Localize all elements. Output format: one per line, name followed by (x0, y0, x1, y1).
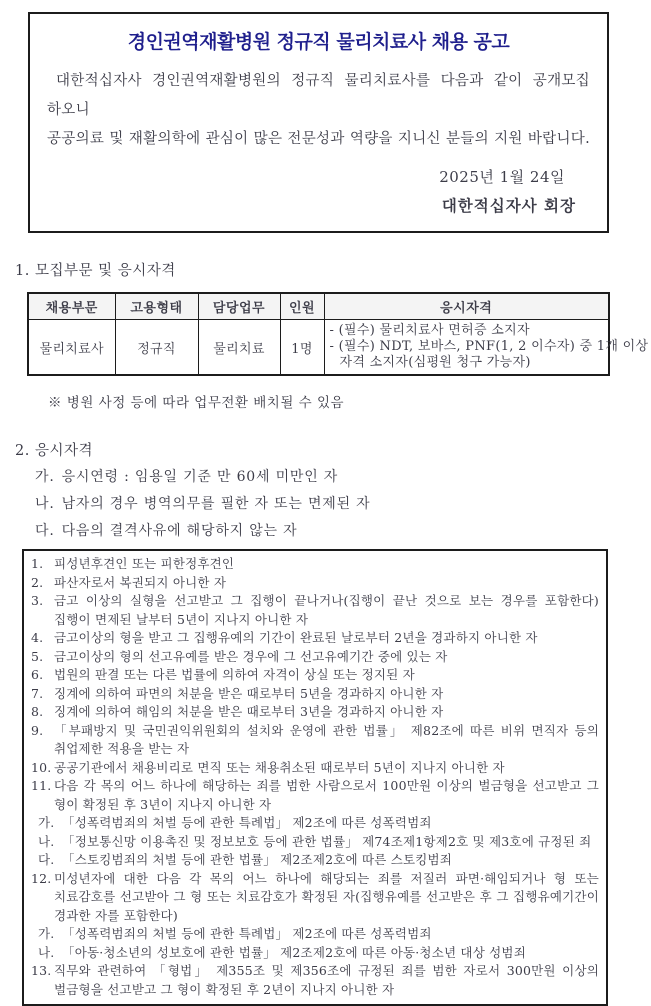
duty-cell: 물리치료 (198, 320, 280, 376)
disqualification-item (29, 833, 599, 852)
disqualification-item-label: 4. (31, 630, 44, 645)
qualification-cell (324, 320, 649, 376)
eligibility-item (35, 495, 651, 514)
position-cell: 물리치료사 (28, 320, 115, 376)
disqualification-item-label: 6. (31, 667, 44, 682)
disqualification-item (29, 666, 599, 685)
disqualification-item (29, 851, 599, 870)
disqualification-list (29, 555, 599, 999)
disqualification-item-text: 금고이상의 형의 선고유예를 받은 경우에 그 선고유예기간 중에 있는 자 (54, 648, 448, 664)
disqualification-item-label: 9. (31, 722, 44, 738)
disqualification-item (29, 574, 599, 593)
notice-title: 경인권역재활병원 정규직 물리치료사 채용 공고 (127, 31, 510, 53)
notice-box (28, 12, 609, 233)
qualification-line: - (필수) 물리치료사 면허증 소지자 (329, 323, 530, 338)
disqualification-item-label: 가. (38, 926, 55, 941)
disqualification-item-text: 직무와 관련하여 「형법」 제355조 및 제356조에 규정된 죄를 범한 자로서 300만원 이상의 벌금형을 선고받고 그 형이 확정된 후 2년이 지나지 아니한 자 (54, 963, 599, 997)
disqualification-item-text: 징계에 의하여 파면의 처분을 받은 때로부터 5년을 경과하지 아니한 자 (54, 685, 444, 701)
disqualification-item (29, 685, 599, 704)
disqualification-item-label: 다. (38, 852, 55, 867)
disqualification-item-text: 「아동·청소년의 성보호에 관한 법률」 제2조제2호에 따른 아동·청소년 대상 성범죄 (62, 944, 526, 960)
eligibility-item-text: 남자의 경우 병역의무를 필한 자 또는 면제된 자 (61, 496, 371, 512)
disqualification-item (29, 814, 599, 833)
disqualification-item-label: 3. (31, 593, 44, 608)
disqualification-item (29, 870, 599, 926)
disqualification-item-label: 나. (38, 833, 55, 849)
intro-line-2: 공공의료 및 재활의학에 관심이 많은 전문성과 역량을 지니신 분들의 지원 바랍니다. (47, 131, 590, 147)
disqualification-item-text: 징계에 의하여 해임의 처분을 받은 때로부터 3년을 경과하지 아니한 자 (54, 704, 444, 719)
disqualification-item-text: 다음 각 목의 어느 하나에 해당하는 죄를 범한 사람으로서 100만원 이상의 벌금형을 선고받고 그 형이 확정된 후 3년이 지나지 아니한 자 (54, 778, 599, 812)
disqualification-item (29, 759, 599, 778)
disqualification-item (29, 962, 599, 999)
intro-line-1: 대한적십자사 경인권역재활병원의 정규직 물리치료사를 다음과 같이 공개모집 하오니 (47, 73, 590, 118)
table-header-cell: 채용부문 (28, 293, 115, 320)
headcount-cell: 1명 (280, 320, 324, 376)
disqualification-item (29, 629, 599, 648)
table-header-cell: 응시자격 (324, 293, 609, 320)
table-header-cell: 인원 (280, 293, 324, 320)
disqualification-item-text: 「스토킹범죄의 처벌 등에 관한 법률」 제2조제2호에 따른 스토킹범죄 (62, 852, 453, 867)
eligibility-item-label: 가. (35, 469, 55, 485)
disqualification-item (29, 703, 599, 722)
disqualification-item-text: 금고 이상의 실형을 선고받고 그 집행이 끝나거나(집행이 끝난 것으로 보는 경우를 포함한다) 집행이 면제된 날부터 5년이 지나지 아니한 자 (54, 593, 599, 627)
qualification-line: - (필수) NDT, 보바스, PNF(1, 2 이수자) 중 1개 이상 (329, 339, 649, 354)
disqualification-item (29, 555, 599, 574)
disqualification-item-text: 미성년자에 대한 다음 각 목의 어느 하나에 해당되는 죄를 저질러 파면·해임되거나 형 또는 치료감호를 선고받아 그 형 또는 치료감호가 확정된 자(집행유예를 선고받은 후 그 집행유예기간이 경과한 자를 포함한다) (54, 870, 599, 923)
disqualification-item-label: 5. (31, 648, 44, 664)
disqualification-item-text: 파산자로서 복권되지 아니한 자 (54, 574, 227, 590)
eligibility-item-label: 나. (35, 496, 55, 512)
disqualification-item-label: 나. (38, 944, 55, 960)
section2-heading: 2. 응시자격 (15, 443, 93, 459)
disqualification-item (29, 722, 599, 759)
table-row (28, 320, 609, 376)
qualification-line: 자격 소지자(심평원 청구 가능자) (339, 355, 531, 370)
table-note: ※ 병원 사정 등에 따라 업무전환 배치될 수 있음 (48, 395, 345, 411)
disqualification-item-text: 「성폭력범죄의 처벌 등에 관한 특례법」 제2조에 따른 성폭력범죄 (62, 926, 432, 941)
disqualification-item (29, 648, 599, 667)
eligibility-item (35, 522, 651, 541)
disqualification-item-text: 「부패방지 및 국민권익위원회의 설치와 운영에 관한 법률」 제82조에 따른 비위 면직자 등의 취업제한 적용을 받는 자 (54, 722, 599, 756)
disqualification-item-text: 공공기관에서 채용비리로 면직 또는 채용취소된 때로부터 5년이 지나지 아니한 자 (54, 759, 505, 775)
disqualification-item-text: 「성폭력범죄의 처벌 등에 관한 특례법」 제2조에 따른 성폭력범죄 (62, 815, 432, 830)
disqualification-item-label: 8. (31, 704, 44, 719)
eligibility-item-text: 다음의 결격사유에 해당하지 않는 자 (61, 523, 298, 539)
document-page (0, 12, 651, 997)
disqualification-item (29, 925, 599, 944)
eligibility-item (35, 468, 651, 487)
recruitment-table (27, 292, 649, 376)
table-header-row (28, 293, 609, 320)
disqualification-item (29, 592, 599, 629)
section1-heading: 1. 모집부문 및 응시자격 (15, 263, 176, 279)
disqualification-item-text: 법원의 판결 또는 다른 법률에 의하여 자격이 상실 또는 정지된 자 (54, 667, 415, 682)
eligibility-list (35, 468, 651, 541)
disqualification-item-label: 11. (31, 778, 52, 793)
disqualification-item-text: 금고이상의 형을 받고 그 집행유예의 기간이 완료된 날로부터 2년을 경과하지 아니한 자 (54, 630, 538, 645)
notice-intro (47, 67, 590, 154)
notice-date: 2025년 1월 24일 (439, 168, 565, 186)
table-header-cell: 담당업무 (198, 293, 280, 320)
employment-type-cell: 정규직 (115, 320, 198, 376)
disqualification-item-label: 10. (31, 759, 52, 775)
disqualification-box (22, 549, 608, 1006)
table-header-cell: 고용형태 (115, 293, 198, 320)
disqualification-item-label: 2. (31, 574, 44, 590)
disqualification-item-label: 12. (31, 870, 52, 886)
eligibility-item-label: 다. (35, 523, 55, 539)
disqualification-item-text: 피성년후견인 또는 피한정후견인 (54, 556, 235, 571)
eligibility-item-text: 응시연령 : 임용일 기준 만 60세 미만인 자 (61, 469, 339, 485)
disqualification-item (29, 944, 599, 963)
disqualification-item-label: 1. (31, 556, 44, 571)
notice-signature: 대한적십자사 회장 (441, 196, 576, 215)
disqualification-item-text: 「정보통신망 이용촉진 및 정보보호 등에 관한 법률」 제74조제1항제2호 및 제3호에 규정된 죄 (62, 833, 592, 849)
disqualification-item-label: 가. (38, 815, 55, 830)
disqualification-item-label: 7. (31, 685, 44, 701)
disqualification-item (29, 777, 599, 814)
disqualification-item-label: 13. (31, 963, 52, 978)
